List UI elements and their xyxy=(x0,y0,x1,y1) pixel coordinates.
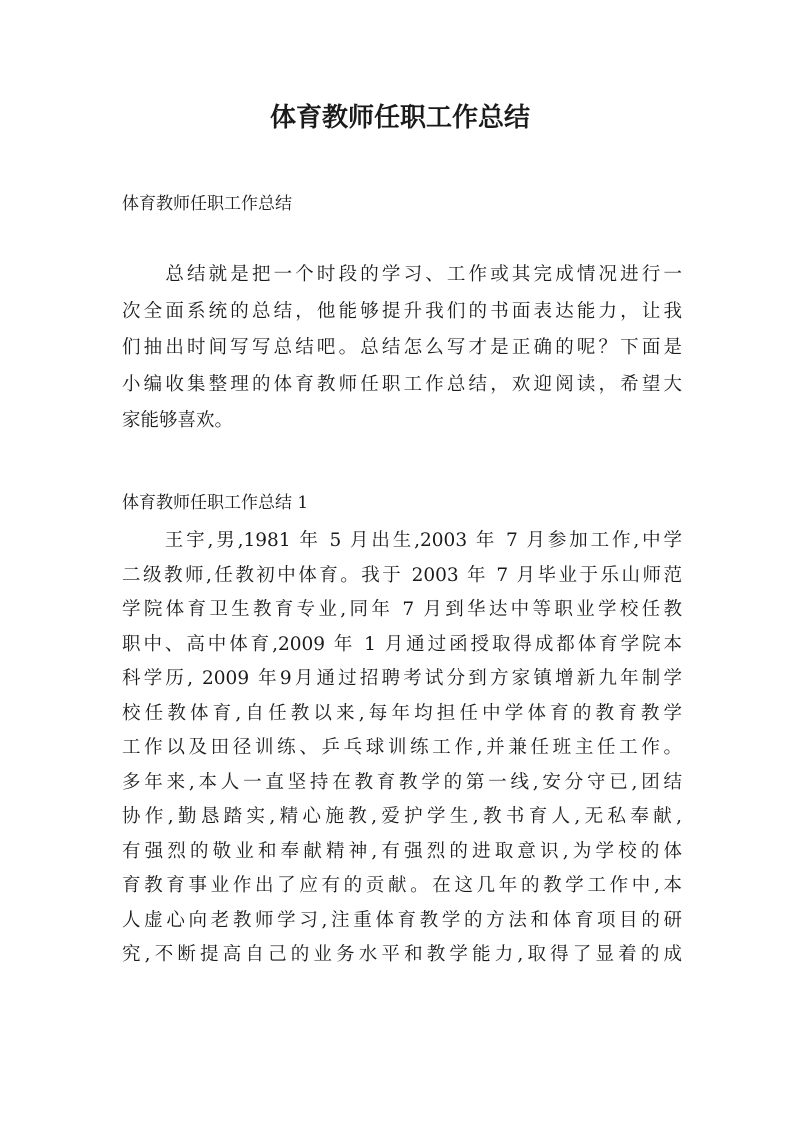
body-line: 究,不断提高自己的业务水平和教学能力,取得了显着的成 xyxy=(122,944,682,965)
body-line: 职中、高中体育,2009 年 1 月通过函授取得成都体育学院本 xyxy=(122,633,682,655)
body-line: 校任教体育,自任教以来,每年均担任中学体育的教育教学 xyxy=(122,702,682,724)
section-heading: 体育教师任职工作总结 1 xyxy=(122,493,309,513)
body-line: 育教育事业作出了应有的贡献。在这几年的教学工作中,本 xyxy=(122,875,682,896)
body-line: 王宇,男,1981 年 5 月出生,2003 年 7 月参加工作,中学 xyxy=(122,530,682,551)
body-line: 有强烈的敬业和奉献精神,有强烈的进取意识,为学校的体 xyxy=(122,840,682,862)
intro-line: 总结就是把一个时段的学习、工作或其完成情况进行一 xyxy=(122,264,682,285)
intro-line: 家能够喜欢。 xyxy=(122,410,234,431)
body-line: 协作,勤恳踏实,精心施教,爱护学生,教书育人,无私奉献, xyxy=(122,806,682,827)
intro-line: 小编收集整理的体育教师任职工作总结，欢迎阅读，希望大 xyxy=(122,373,682,395)
document-title: 体育教师任职工作总结 xyxy=(269,103,530,133)
body-line: 工作以及田径训练、乒乓球训练工作,并兼任班主任工作。 xyxy=(122,737,682,758)
body-line: 二级教师,任教初中体育。我于 2003 年 7 月毕业于乐山师范 xyxy=(122,564,682,586)
intro-paragraph xyxy=(122,257,682,440)
intro-line: 次全面系统的总结，他能够提升我们的书面表达能力，让我 xyxy=(122,300,682,322)
body-paragraph xyxy=(122,524,682,973)
body-line: 多年来,本人一直坚持在教育教学的第一线,安分守已,团结 xyxy=(122,771,682,793)
body-line: 人虚心向老教师学习,注重体育教学的方法和体育项目的研 xyxy=(122,909,682,931)
intro-line: 们抽出时间写写总结吧。总结怎么写才是正确的呢？下面是 xyxy=(122,337,682,358)
document-subtitle: 体育教师任职工作总结 xyxy=(122,194,292,214)
body-line: 科学历, 2009 年9月通过招聘考试分到方家镇增新九年制学 xyxy=(122,668,682,689)
body-line: 学院体育卫生教育专业,同年 7 月到华达中等职业学校任教 xyxy=(122,599,682,620)
